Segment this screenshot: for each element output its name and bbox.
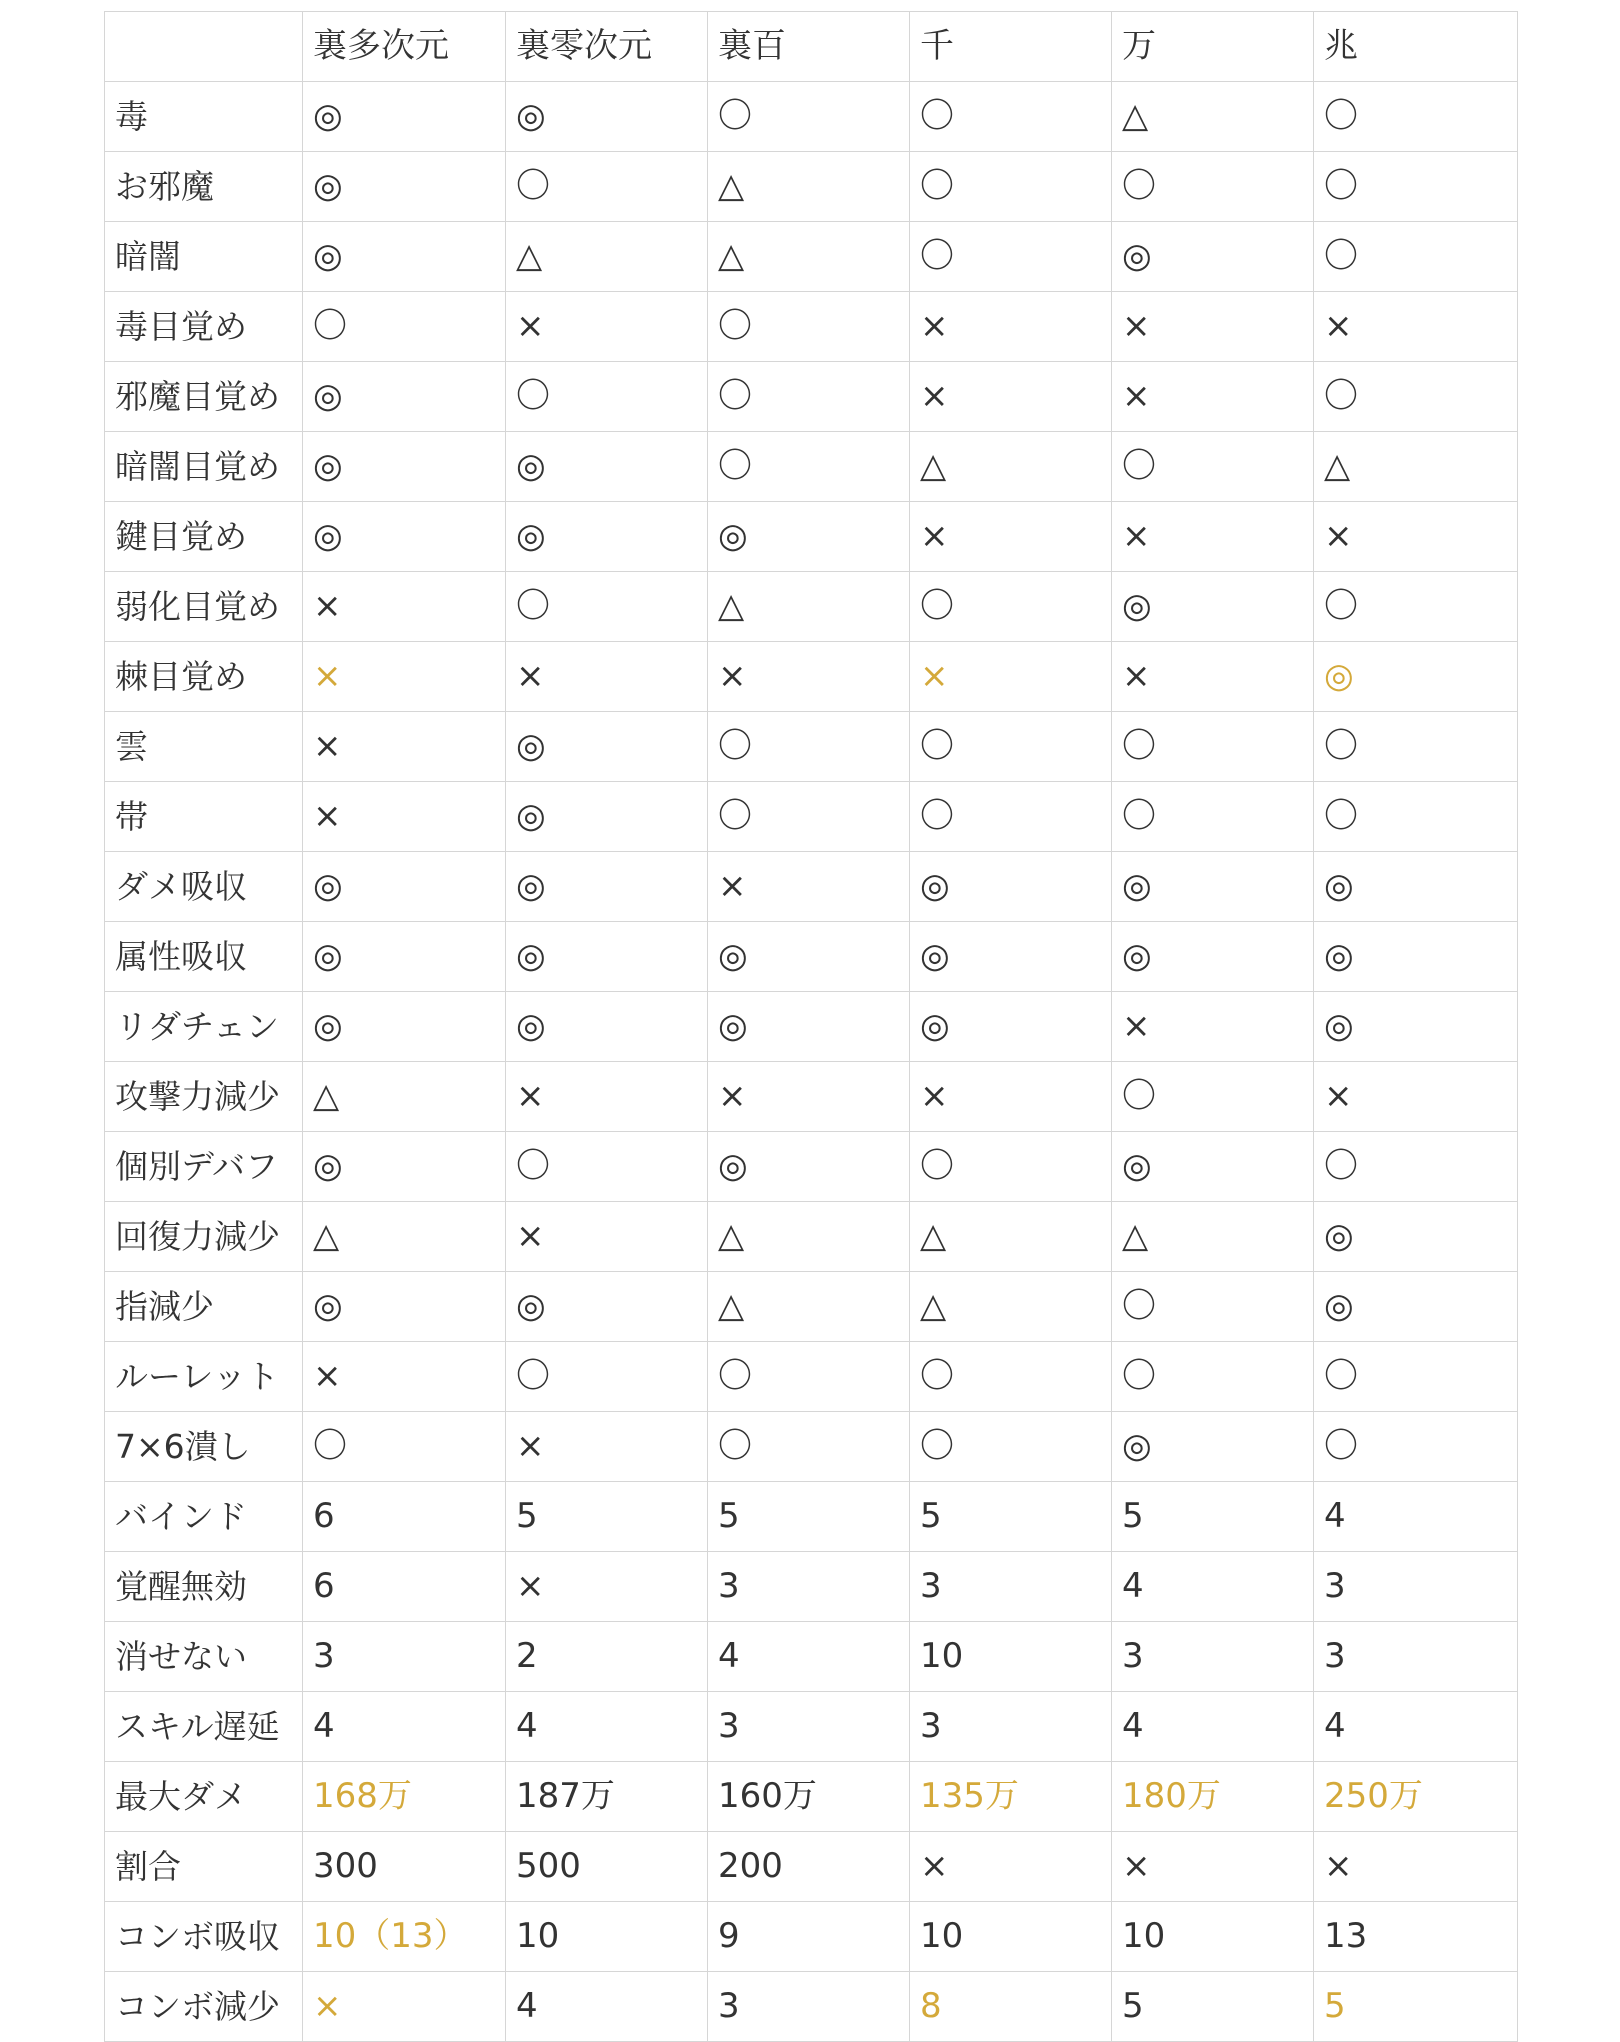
table-cell: ◎	[506, 82, 708, 152]
table-cell: ◎	[1314, 1272, 1518, 1342]
table-row	[105, 1552, 1518, 1622]
table-cell: 〇	[910, 712, 1112, 782]
table-cell: ◎	[910, 992, 1112, 1062]
comparison-table	[104, 11, 1518, 2042]
table-cell: ◎	[303, 1132, 506, 1202]
table-cell: ◎	[1314, 852, 1518, 922]
table-cell: 4	[1112, 1692, 1314, 1762]
table-cell: 10	[910, 1902, 1112, 1972]
table-cell: ◎	[303, 152, 506, 222]
table-cell: ×	[303, 642, 506, 712]
table-cell: △	[506, 222, 708, 292]
table-cell: △	[1112, 82, 1314, 152]
table-cell: 5	[1112, 1482, 1314, 1552]
table-cell: ◎	[1112, 222, 1314, 292]
table-cell: 〇	[910, 152, 1112, 222]
table-cell: ×	[506, 1552, 708, 1622]
table-cell: 〇	[1314, 782, 1518, 852]
row-header: 帯	[105, 782, 303, 852]
row-header: コンボ減少	[105, 1972, 303, 2042]
table-row	[105, 1622, 1518, 1692]
table-cell: 〇	[910, 1132, 1112, 1202]
table-cell: 10	[910, 1622, 1112, 1692]
table-row	[105, 152, 1518, 222]
table-cell: ×	[303, 712, 506, 782]
table-cell: ×	[506, 1202, 708, 1272]
table-cell: 〇	[708, 362, 910, 432]
table-cell: ◎	[1314, 922, 1518, 992]
table-cell: 4	[1314, 1692, 1518, 1762]
table-cell: 300	[303, 1832, 506, 1902]
table-cell: 〇	[303, 292, 506, 362]
table-cell: 〇	[708, 1342, 910, 1412]
table-row	[105, 1902, 1518, 1972]
table-cell: ×	[708, 642, 910, 712]
table-cell: 9	[708, 1902, 910, 1972]
row-header: 弱化目覚め	[105, 572, 303, 642]
header-row	[105, 12, 1518, 82]
table-cell: ◎	[303, 502, 506, 572]
row-header: ルーレット	[105, 1342, 303, 1412]
table-cell: ◎	[1112, 572, 1314, 642]
table-cell: ×	[1314, 1832, 1518, 1902]
row-header: バインド	[105, 1482, 303, 1552]
table-cell: 180万	[1112, 1762, 1314, 1832]
table-row	[105, 1692, 1518, 1762]
table-cell: ×	[1112, 992, 1314, 1062]
table-cell: ×	[910, 642, 1112, 712]
table-row	[105, 1132, 1518, 1202]
row-header: 攻撃力減少	[105, 1062, 303, 1132]
table-cell: ×	[910, 1832, 1112, 1902]
column-header: 兆	[1314, 12, 1518, 82]
table-cell: 4	[506, 1692, 708, 1762]
table-cell: ×	[1112, 292, 1314, 362]
table-cell: 160万	[708, 1762, 910, 1832]
table-row	[105, 642, 1518, 712]
table-cell: ◎	[303, 362, 506, 432]
row-header: 回復力減少	[105, 1202, 303, 1272]
table-cell: 6	[303, 1482, 506, 1552]
table-row	[105, 1412, 1518, 1482]
table-row	[105, 1972, 1518, 2042]
table-cell: △	[1314, 432, 1518, 502]
table-cell: ◎	[1314, 1202, 1518, 1272]
table-cell: 5	[708, 1482, 910, 1552]
table-cell: 〇	[1112, 1342, 1314, 1412]
table-row	[105, 1202, 1518, 1272]
table-cell: 〇	[708, 1412, 910, 1482]
table-row	[105, 1482, 1518, 1552]
table-cell: 〇	[910, 1342, 1112, 1412]
table-cell: ◎	[1314, 992, 1518, 1062]
table-cell: 4	[303, 1692, 506, 1762]
table-cell: ×	[1112, 1832, 1314, 1902]
table-cell: ×	[910, 502, 1112, 572]
header-corner-cell	[105, 12, 303, 82]
table-cell: 〇	[1112, 432, 1314, 502]
table-cell: ◎	[708, 502, 910, 572]
table-cell: 8	[910, 1972, 1112, 2042]
table-cell: 5	[910, 1482, 1112, 1552]
table-cell: ◎	[506, 712, 708, 782]
table-cell: 3	[708, 1692, 910, 1762]
table-cell: 〇	[708, 782, 910, 852]
table-cell: ◎	[303, 82, 506, 152]
table-cell: ◎	[303, 1272, 506, 1342]
table-cell: 〇	[1314, 1342, 1518, 1412]
table-row	[105, 1832, 1518, 1902]
table-cell: 〇	[910, 1412, 1112, 1482]
table-cell: 〇	[1112, 712, 1314, 782]
table-cell: 〇	[1314, 362, 1518, 432]
table-cell: 〇	[1112, 152, 1314, 222]
table-cell: △	[910, 1272, 1112, 1342]
table-row	[105, 782, 1518, 852]
table-cell: 〇	[910, 222, 1112, 292]
table-cell: 6	[303, 1552, 506, 1622]
table-body	[105, 12, 1518, 2042]
table-cell: △	[303, 1202, 506, 1272]
table-cell: 〇	[1314, 1412, 1518, 1482]
table-cell: ◎	[1314, 642, 1518, 712]
table-cell: 4	[1314, 1482, 1518, 1552]
table-cell: 10	[1112, 1902, 1314, 1972]
table-cell: 〇	[1112, 1272, 1314, 1342]
row-header: 毒	[105, 82, 303, 152]
table-cell: ×	[303, 572, 506, 642]
table-cell: ◎	[1112, 1132, 1314, 1202]
table-cell: 〇	[1314, 712, 1518, 782]
table-cell: ◎	[303, 852, 506, 922]
table-cell: ◎	[506, 782, 708, 852]
table-cell: 2	[506, 1622, 708, 1692]
table-cell: △	[910, 1202, 1112, 1272]
row-header: 鍵目覚め	[105, 502, 303, 572]
table-cell: ×	[708, 852, 910, 922]
table-cell: ×	[506, 292, 708, 362]
table-cell: 〇	[708, 292, 910, 362]
table-cell: 3	[910, 1552, 1112, 1622]
table-row	[105, 1062, 1518, 1132]
table-cell: 〇	[910, 782, 1112, 852]
table-cell: 10	[506, 1902, 708, 1972]
table-row	[105, 712, 1518, 782]
table-cell: ◎	[506, 922, 708, 992]
table-cell: △	[708, 572, 910, 642]
row-header: 毒目覚め	[105, 292, 303, 362]
table-cell: 〇	[303, 1412, 506, 1482]
table-row	[105, 362, 1518, 432]
table-cell: ×	[303, 782, 506, 852]
row-header: スキル遅延	[105, 1692, 303, 1762]
table-cell: ◎	[910, 852, 1112, 922]
table-cell: 〇	[506, 152, 708, 222]
table-cell: ×	[1112, 642, 1314, 712]
table-cell: 3	[1314, 1622, 1518, 1692]
row-header: お邪魔	[105, 152, 303, 222]
table-cell: ◎	[708, 922, 910, 992]
table-cell: ×	[506, 1412, 708, 1482]
table-cell: △	[708, 1272, 910, 1342]
row-header: 消せない	[105, 1622, 303, 1692]
table-cell: 〇	[506, 572, 708, 642]
table-cell: ◎	[1112, 1412, 1314, 1482]
table-cell: ◎	[910, 922, 1112, 992]
table-cell: 3	[708, 1552, 910, 1622]
table-cell: 4	[1112, 1552, 1314, 1622]
table-cell: 5	[506, 1482, 708, 1552]
row-header: 7×6潰し	[105, 1412, 303, 1482]
row-header: 棘目覚め	[105, 642, 303, 712]
table-row	[105, 992, 1518, 1062]
table-cell: 500	[506, 1832, 708, 1902]
row-header: 最大ダメ	[105, 1762, 303, 1832]
table-cell: ◎	[506, 432, 708, 502]
table-cell: 5	[1314, 1972, 1518, 2042]
table-row	[105, 572, 1518, 642]
table-cell: ◎	[303, 222, 506, 292]
table-cell: △	[1112, 1202, 1314, 1272]
table-cell: ×	[1112, 362, 1314, 432]
table-row	[105, 432, 1518, 502]
table-cell: ◎	[506, 852, 708, 922]
table-cell: 3	[1112, 1622, 1314, 1692]
table-cell: 135万	[910, 1762, 1112, 1832]
table-cell: ◎	[303, 922, 506, 992]
table-cell: 〇	[506, 1132, 708, 1202]
row-header: ダメ吸収	[105, 852, 303, 922]
table-cell: ×	[1314, 502, 1518, 572]
table-cell: 〇	[1112, 782, 1314, 852]
table-cell: ◎	[303, 992, 506, 1062]
table-cell: 〇	[910, 572, 1112, 642]
column-header: 裏零次元	[506, 12, 708, 82]
table-row	[105, 82, 1518, 152]
table-cell: ×	[1314, 1062, 1518, 1132]
table-row	[105, 1342, 1518, 1412]
table-cell: △	[910, 432, 1112, 502]
table-cell: 〇	[708, 712, 910, 782]
row-header: 個別デバフ	[105, 1132, 303, 1202]
table-cell: ×	[506, 1062, 708, 1132]
row-header: リダチェン	[105, 992, 303, 1062]
table-cell: 〇	[1314, 572, 1518, 642]
row-header: 指減少	[105, 1272, 303, 1342]
row-header: 割合	[105, 1832, 303, 1902]
table-cell: 〇	[1112, 1062, 1314, 1132]
table-row	[105, 222, 1518, 292]
column-header: 万	[1112, 12, 1314, 82]
table-cell: ◎	[708, 1132, 910, 1202]
table-cell: 〇	[1314, 222, 1518, 292]
table-cell: 〇	[506, 362, 708, 432]
table-cell: ×	[708, 1062, 910, 1132]
row-header: 雲	[105, 712, 303, 782]
table-cell: △	[708, 222, 910, 292]
row-header: 暗闇	[105, 222, 303, 292]
table-cell: ◎	[506, 992, 708, 1062]
table-cell: ◎	[506, 502, 708, 572]
table-row	[105, 922, 1518, 992]
row-header: 暗闇目覚め	[105, 432, 303, 502]
table-cell: 5	[1112, 1972, 1314, 2042]
table-row	[105, 502, 1518, 572]
table-cell: 〇	[1314, 1132, 1518, 1202]
column-header: 裏多次元	[303, 12, 506, 82]
table-cell: ×	[1314, 292, 1518, 362]
table-cell: 〇	[1314, 152, 1518, 222]
table-cell: 200	[708, 1832, 910, 1902]
table-cell: 〇	[708, 82, 910, 152]
row-header: 覚醒無効	[105, 1552, 303, 1622]
table-cell: ×	[910, 292, 1112, 362]
table-cell: 10（13）	[303, 1902, 506, 1972]
table-cell: 250万	[1314, 1762, 1518, 1832]
table-cell: ◎	[1112, 852, 1314, 922]
table-cell: 4	[506, 1972, 708, 2042]
table-cell: 168万	[303, 1762, 506, 1832]
table-cell: ×	[303, 1972, 506, 2042]
table-cell: ×	[303, 1342, 506, 1412]
table-cell: 〇	[708, 432, 910, 502]
table-cell: 13	[1314, 1902, 1518, 1972]
row-header: 属性吸収	[105, 922, 303, 992]
table-cell: △	[708, 1202, 910, 1272]
table-cell: 〇	[506, 1342, 708, 1412]
table-cell: ×	[1112, 502, 1314, 572]
table-cell: 3	[303, 1622, 506, 1692]
row-header: コンボ吸収	[105, 1902, 303, 1972]
table-cell: 3	[708, 1972, 910, 2042]
table-row	[105, 1762, 1518, 1832]
row-header: 邪魔目覚め	[105, 362, 303, 432]
table-cell: 〇	[910, 82, 1112, 152]
table-cell: ×	[910, 362, 1112, 432]
table-cell: ◎	[303, 432, 506, 502]
table-cell: ×	[910, 1062, 1112, 1132]
table-cell: 3	[1314, 1552, 1518, 1622]
table-cell: ◎	[506, 1272, 708, 1342]
table-cell: ◎	[1112, 922, 1314, 992]
table-row	[105, 1272, 1518, 1342]
column-header: 千	[910, 12, 1112, 82]
table-cell: 187万	[506, 1762, 708, 1832]
table-row	[105, 852, 1518, 922]
table-cell: △	[303, 1062, 506, 1132]
table-row	[105, 292, 1518, 362]
table-cell: ×	[506, 642, 708, 712]
table-cell: 3	[910, 1692, 1112, 1762]
table-cell: 〇	[1314, 82, 1518, 152]
table-cell: △	[708, 152, 910, 222]
table-cell: ◎	[708, 992, 910, 1062]
table-cell: 4	[708, 1622, 910, 1692]
column-header: 裏百	[708, 12, 910, 82]
